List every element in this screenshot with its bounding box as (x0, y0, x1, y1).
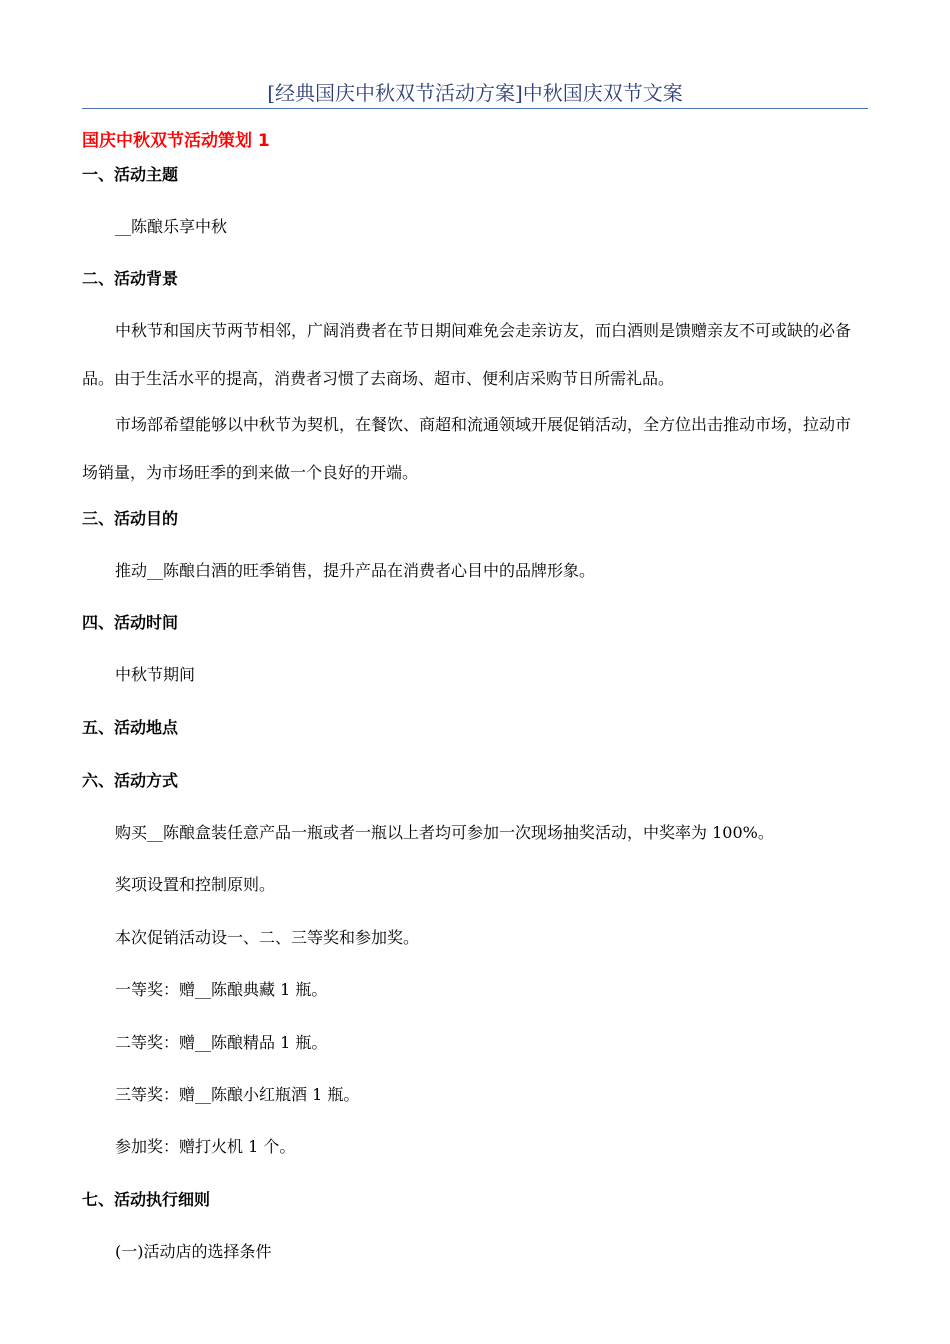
background-paragraph-1: 中秋节和国庆节两节相邻，广阔消费者在节日期间难免会走亲访友，而白酒则是馈赠亲友不可或缺的必备品。由于生活水平的提高，消费者习惯了去商场、超市、便利店采购节日所需礼品。 (82, 321, 852, 388)
section-heading-execution: 七、活动执行细则 (82, 1190, 211, 1209)
method-line: 购买__陈酿盒装任意产品一瓶或者一瓶以上者均可参加一次现场抽奖活动，中奖率为 100%。 (115, 823, 774, 842)
section-heading-theme: 一、活动主题 (82, 165, 179, 184)
time-text: 中秋节期间 (115, 665, 196, 684)
section-heading-purpose: 三、活动目的 (82, 509, 179, 528)
header-divider (82, 108, 868, 109)
page-header: [经典国庆中秋双节活动方案]中秋国庆双节文案 (267, 81, 683, 105)
section-heading-location: 五、活动地点 (82, 718, 179, 737)
prize-second: 二等奖：赠__陈酿精品 1 瓶。 (115, 1033, 328, 1052)
theme-text: __陈酿乐享中秋 (115, 217, 228, 236)
background-paragraph-2: 市场部希望能够以中秋节为契机，在餐饮、商超和流通领域开展促销活动，全方位出击推动市场，拉动市场销量，为市场旺季的到来做一个良好的开端。 (82, 415, 852, 482)
document-title: 国庆中秋双节活动策划 1 (82, 131, 270, 151)
purpose-text: 推动__陈酿白酒的旺季销售，提升产品在消费者心目中的品牌形象。 (115, 561, 596, 580)
prize-participation: 参加奖：赠打火机 1 个。 (115, 1137, 296, 1156)
prize-third: 三等奖：赠__陈酿小红瓶酒 1 瓶。 (115, 1085, 360, 1104)
section-heading-time: 四、活动时间 (82, 613, 179, 632)
section-heading-method: 六、活动方式 (82, 771, 179, 790)
method-line: 本次促销活动设一、二、三等奖和参加奖。 (115, 928, 420, 947)
execution-subheading: (一)活动店的选择条件 (115, 1242, 272, 1261)
prize-first: 一等奖：赠__陈酿典藏 1 瓶。 (115, 980, 328, 999)
method-line: 奖项设置和控制原则。 (115, 875, 276, 894)
section-heading-background: 二、活动背景 (82, 269, 179, 288)
